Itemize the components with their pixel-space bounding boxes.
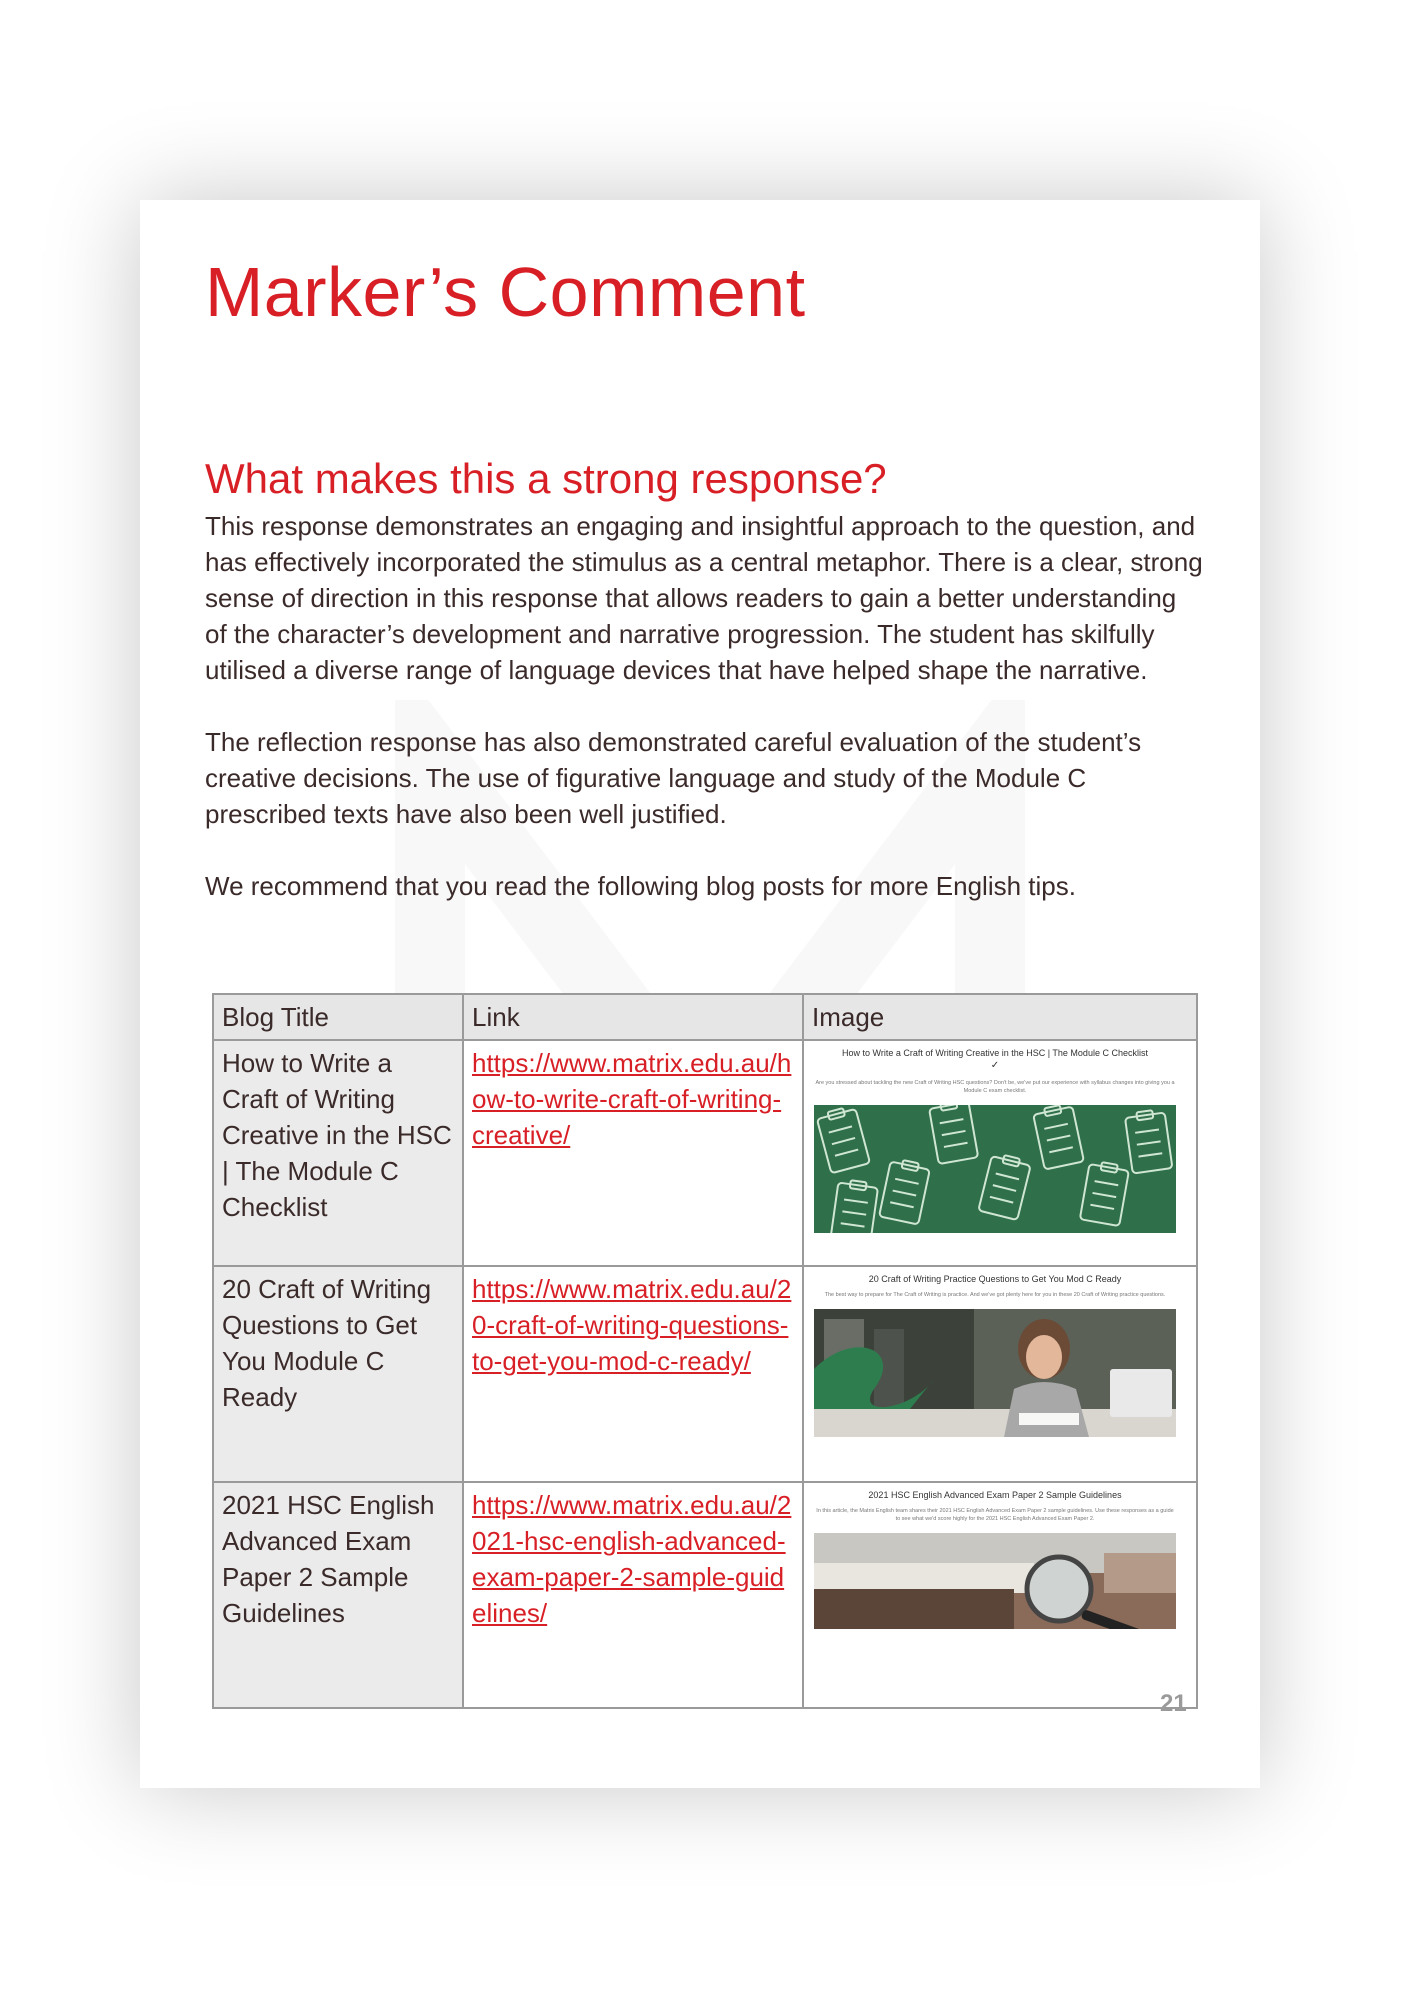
thumbnail-title: 20 Craft of Writing Practice Questions to Get You Mod C Ready	[868, 1274, 1122, 1284]
table-row	[213, 1266, 1197, 1482]
header-blog-title: Blog Title	[213, 994, 463, 1040]
link-cell	[463, 1266, 803, 1482]
header-link: Link	[463, 994, 803, 1040]
blog-thumbnail[interactable]	[814, 1489, 1176, 1629]
table-row	[213, 1040, 1197, 1266]
header-image: Image	[803, 994, 1197, 1040]
clipboard-pattern-image	[814, 1105, 1176, 1233]
thumbnail-title: 2021 HSC English Advanced Exam Paper 2 Sample Guidelines	[868, 1490, 1122, 1500]
document-page	[140, 200, 1260, 1788]
thumbnail-title: How to Write a Craft of Writing Creative in the HSC | The Module C Checklist	[842, 1048, 1148, 1058]
image-cell	[803, 1482, 1197, 1708]
blog-title-cell: 2021 HSC English Advanced Exam Paper 2 Sample Guidelines	[213, 1482, 463, 1708]
comment-body	[205, 508, 1205, 940]
check-icon: ✓	[990, 1060, 1000, 1071]
magnifying-glass-books-image	[814, 1533, 1176, 1629]
thumbnail-description: The best way to prepare for The Craft of Writing is practice. And we've got plenty here for you in these 20 Craft of Writing practice questions.	[824, 1292, 1166, 1298]
page-title: Marker’s Comment	[205, 253, 806, 331]
table-header-row	[213, 994, 1197, 1040]
blog-title-cell: 20 Craft of Writing Questions to Get You Module C Ready	[213, 1266, 463, 1482]
image-cell	[803, 1040, 1197, 1266]
blog-link[interactable]: https://www.matrix.edu.au/2021-hsc-english-advanced-exam-paper-2-sample-guidelines/	[472, 1490, 792, 1628]
thumbnail-description: Are you stressed about tackling the new Craft of Writing HSC questions? Don't be, we've put our experience with syllabus changes into giving you a Module C exam checklist.	[815, 1080, 1175, 1094]
link-cell	[463, 1040, 803, 1266]
table-row	[213, 1482, 1197, 1708]
thumbnail-description: In this article, the Matrix English team shares their 2021 HSC English Advanced Exam Paper 2 sample guidelines. Use these responses as a guide to see what we'd score highly for the 2021 HSC English Advanced Exam Paper 2.	[816, 1508, 1174, 1522]
section-heading: What makes this a strong response?	[205, 455, 887, 502]
paragraph-2: The reflection response has also demonstrated careful evaluation of the student’s creative decisions. The use of figurative language and study of the Module C prescribed texts have also been well justified.	[205, 727, 1142, 829]
blog-posts-table	[212, 993, 1198, 1709]
paragraph-1: This response demonstrates an engaging and insightful approach to the question, and has effectively incorporated the stimulus as a central metaphor. There is a clear, strong sense of direction in this response that allows readers to gain a better understanding of the character’s development and narrative progression. The student has skilfully utilised a diverse range of language devices that have helped shape the narrative.	[205, 511, 1203, 685]
blog-title-cell: How to Write a Craft of Writing Creative in the HSC | The Module C Checklist	[213, 1040, 463, 1266]
blog-link[interactable]: https://www.matrix.edu.au/how-to-write-craft-of-writing-creative/	[472, 1048, 792, 1150]
student-writing-image	[814, 1309, 1176, 1437]
image-cell	[803, 1266, 1197, 1482]
page-number: 21	[1160, 1690, 1187, 1717]
link-cell	[463, 1482, 803, 1708]
blog-link[interactable]: https://www.matrix.edu.au/20-craft-of-writing-questions-to-get-you-mod-c-ready/	[472, 1274, 792, 1376]
blog-thumbnail[interactable]	[814, 1273, 1176, 1437]
blog-thumbnail[interactable]	[814, 1047, 1176, 1233]
paragraph-3: We recommend that you read the following blog posts for more English tips.	[205, 871, 1076, 901]
